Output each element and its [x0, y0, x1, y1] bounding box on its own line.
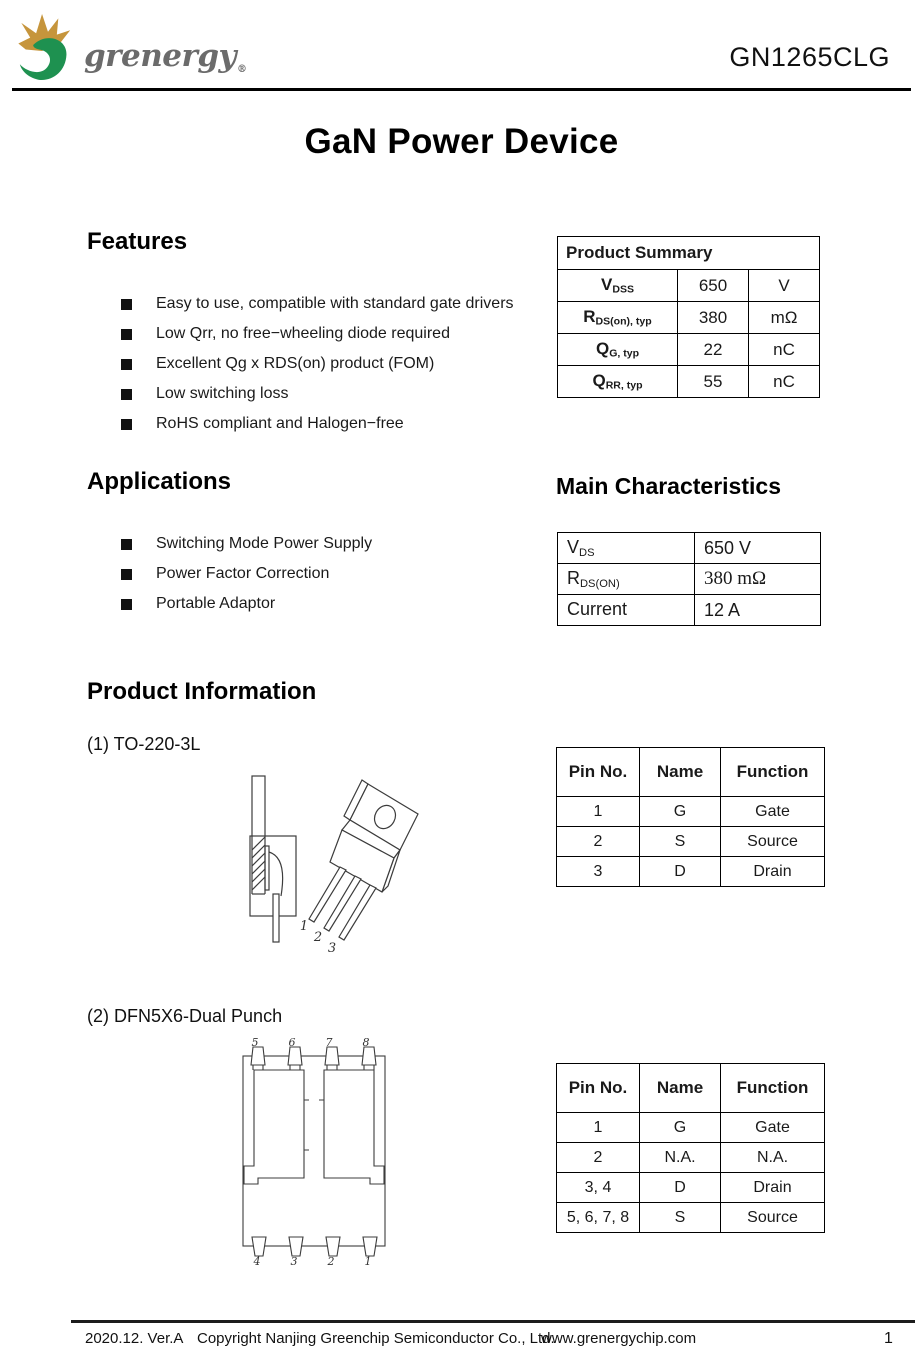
pin-no-cell: 3 — [557, 857, 640, 887]
pin-number-label: 3 — [327, 941, 337, 955]
pin-name-cell: D — [640, 1173, 721, 1203]
pin-number-label: 1 — [299, 919, 309, 934]
pin-name-cell: D — [640, 857, 721, 887]
bullet-square-icon — [121, 389, 132, 400]
param-cell: $R_{DS(ON)}$ — [558, 564, 695, 595]
bullet-square-icon — [121, 539, 132, 550]
pin-no-cell: 2 — [557, 1143, 640, 1173]
table-row — [558, 366, 820, 398]
package1-label: (1) TO-220-3L — [87, 734, 201, 754]
pin-number-label: 6 — [288, 1038, 296, 1049]
dfn-pin-4 — [252, 1237, 266, 1256]
unit-cell: nC — [749, 334, 820, 366]
application-label: Switching Mode Power Supply — [156, 535, 373, 552]
value-cell: 650 V — [695, 533, 821, 564]
footer-copyright: Copyright Nanjing Greenchip Semiconductor Co., Ltd. — [197, 1330, 555, 1347]
table-row — [557, 1203, 825, 1233]
column-header: Name — [640, 1064, 721, 1113]
table-row — [558, 564, 821, 595]
dfn-pin-5 — [251, 1047, 265, 1065]
column-header: Pin No. — [557, 748, 640, 797]
application-item — [121, 589, 372, 619]
pin-number-label: 2 — [313, 930, 323, 945]
pin-name-cell: G — [640, 1113, 721, 1143]
application-item — [121, 529, 372, 559]
column-header: Function — [721, 1064, 825, 1113]
param-cell: $Q_{RR, typ}$ — [558, 366, 678, 398]
pin-function-cell: Drain — [721, 1173, 825, 1203]
value-cell: 650 — [678, 270, 749, 302]
pin-no-cell: 1 — [557, 1113, 640, 1143]
product-information-heading: Product Information — [87, 678, 317, 705]
package2-label: (2) DFN5X6-Dual Punch — [87, 1006, 283, 1026]
application-label: Power Factor Correction — [156, 565, 330, 582]
value-cell: 380 mΩ — [695, 564, 821, 595]
feature-item — [121, 379, 514, 409]
applications-heading: Applications — [87, 468, 232, 495]
table-header-row — [557, 748, 825, 797]
table-row — [558, 595, 821, 626]
dfn-pin-6 — [288, 1047, 302, 1065]
dfn-pin-1 — [363, 1237, 377, 1256]
table-row — [558, 237, 820, 270]
unit-cell: V — [749, 270, 820, 302]
param-cell: Current — [558, 595, 695, 626]
feature-item — [121, 289, 514, 319]
unit-cell: mΩ — [749, 302, 820, 334]
table-row — [557, 1113, 825, 1143]
bullet-square-icon — [121, 569, 132, 580]
dfn5x6-package-drawing — [238, 1038, 398, 1266]
table-row — [557, 827, 825, 857]
page-title: GaN Power Device — [304, 122, 619, 161]
feature-label: Low Qrr, no free−wheeling diode required — [156, 325, 450, 342]
footer — [0, 1330, 923, 1352]
param-cell: $V_{DS}$ — [558, 533, 695, 564]
applications-list — [121, 529, 372, 619]
footer-website: www.grenergychip.com — [541, 1330, 697, 1347]
bullet-square-icon — [121, 359, 132, 370]
product-summary-title: Product Summary — [558, 237, 820, 270]
table-row — [557, 857, 825, 887]
footer-rule — [71, 1320, 915, 1323]
pin-function-cell: N.A. — [721, 1143, 825, 1173]
to220-package-drawing — [238, 760, 463, 955]
pin-function-cell: Source — [721, 1203, 825, 1233]
feature-label: RoHS compliant and Halogen−free — [156, 415, 404, 432]
table-row — [558, 334, 820, 366]
param-cell: $Q_{G, typ}$ — [558, 334, 678, 366]
pin-no-cell: 2 — [557, 827, 640, 857]
pin-number-label: 7 — [325, 1038, 333, 1049]
bullet-square-icon — [121, 329, 132, 340]
param-cell: $R_{DS(on), typ}$ — [558, 302, 678, 334]
table-row — [557, 1173, 825, 1203]
pin-name-cell: N.A. — [640, 1143, 721, 1173]
dfn-pin-3 — [289, 1237, 303, 1256]
registered-mark: ® — [237, 64, 247, 75]
column-header: Pin No. — [557, 1064, 640, 1113]
pin-number-label: 4 — [253, 1255, 261, 1266]
table-row — [557, 797, 825, 827]
features-heading: Features — [87, 228, 188, 255]
main-characteristics-heading: Main Characteristics — [556, 473, 781, 499]
value-cell: 12 A — [695, 595, 821, 626]
value-cell: 55 — [678, 366, 749, 398]
pin-no-cell: 5, 6, 7, 8 — [557, 1203, 640, 1233]
table-row — [557, 1143, 825, 1173]
pin-number-label: 1 — [364, 1255, 372, 1266]
footer-version: 2020.12. Ver.A — [85, 1330, 184, 1347]
column-header: Name — [640, 748, 721, 797]
bullet-square-icon — [121, 599, 132, 610]
feature-item — [121, 349, 514, 379]
pin-number-label: 3 — [290, 1255, 298, 1266]
unit-cell: nC — [749, 366, 820, 398]
table-row — [558, 270, 820, 302]
brand-name: grenergy® — [84, 38, 247, 75]
column-header: Function — [721, 748, 825, 797]
dfn-pin-8 — [362, 1047, 376, 1065]
pin-function-cell: Gate — [721, 797, 825, 827]
table-row — [558, 533, 821, 564]
to220-pin-table — [556, 747, 825, 887]
bullet-square-icon — [121, 419, 132, 430]
pin-no-cell: 3, 4 — [557, 1173, 640, 1203]
feature-label: Low switching loss — [156, 385, 289, 402]
feature-item — [121, 409, 514, 439]
part-number: GN1265CLG — [729, 42, 890, 72]
header-rule — [12, 88, 911, 91]
table-row — [558, 302, 820, 334]
pin-number-label: 8 — [362, 1038, 370, 1049]
dfn-pin-2 — [326, 1237, 340, 1256]
to220-lead-side — [273, 894, 279, 942]
pin-function-cell: Drain — [721, 857, 825, 887]
pin-name-cell: S — [640, 827, 721, 857]
param-cell: $V_{DSS}$ — [558, 270, 678, 302]
main-characteristics-table — [557, 532, 821, 626]
pin-function-cell: Source — [721, 827, 825, 857]
dfn5x6-pin-table — [556, 1063, 825, 1233]
feature-label: Easy to use, compatible with standard gate drivers — [156, 295, 514, 312]
pin-number-label: 5 — [251, 1038, 259, 1049]
value-cell: 22 — [678, 334, 749, 366]
bullet-square-icon — [121, 299, 132, 310]
pin-number-label: 2 — [327, 1255, 335, 1266]
table-header-row — [557, 1064, 825, 1113]
application-label: Portable Adaptor — [156, 595, 276, 612]
page-number: 1 — [884, 1330, 893, 1347]
application-item — [121, 559, 372, 589]
grenergy-logo-icon — [8, 10, 82, 86]
features-list — [121, 289, 514, 439]
feature-item — [121, 319, 514, 349]
pin-no-cell: 1 — [557, 797, 640, 827]
feature-label: Excellent Qg x RDS(on) product (FOM) — [156, 355, 435, 372]
pin-function-cell: Gate — [721, 1113, 825, 1143]
pin-name-cell: G — [640, 797, 721, 827]
pin-name-cell: S — [640, 1203, 721, 1233]
product-summary-table — [557, 236, 820, 398]
dfn-pin-7 — [325, 1047, 339, 1065]
value-cell: 380 — [678, 302, 749, 334]
to220-lead-1 — [309, 867, 346, 922]
